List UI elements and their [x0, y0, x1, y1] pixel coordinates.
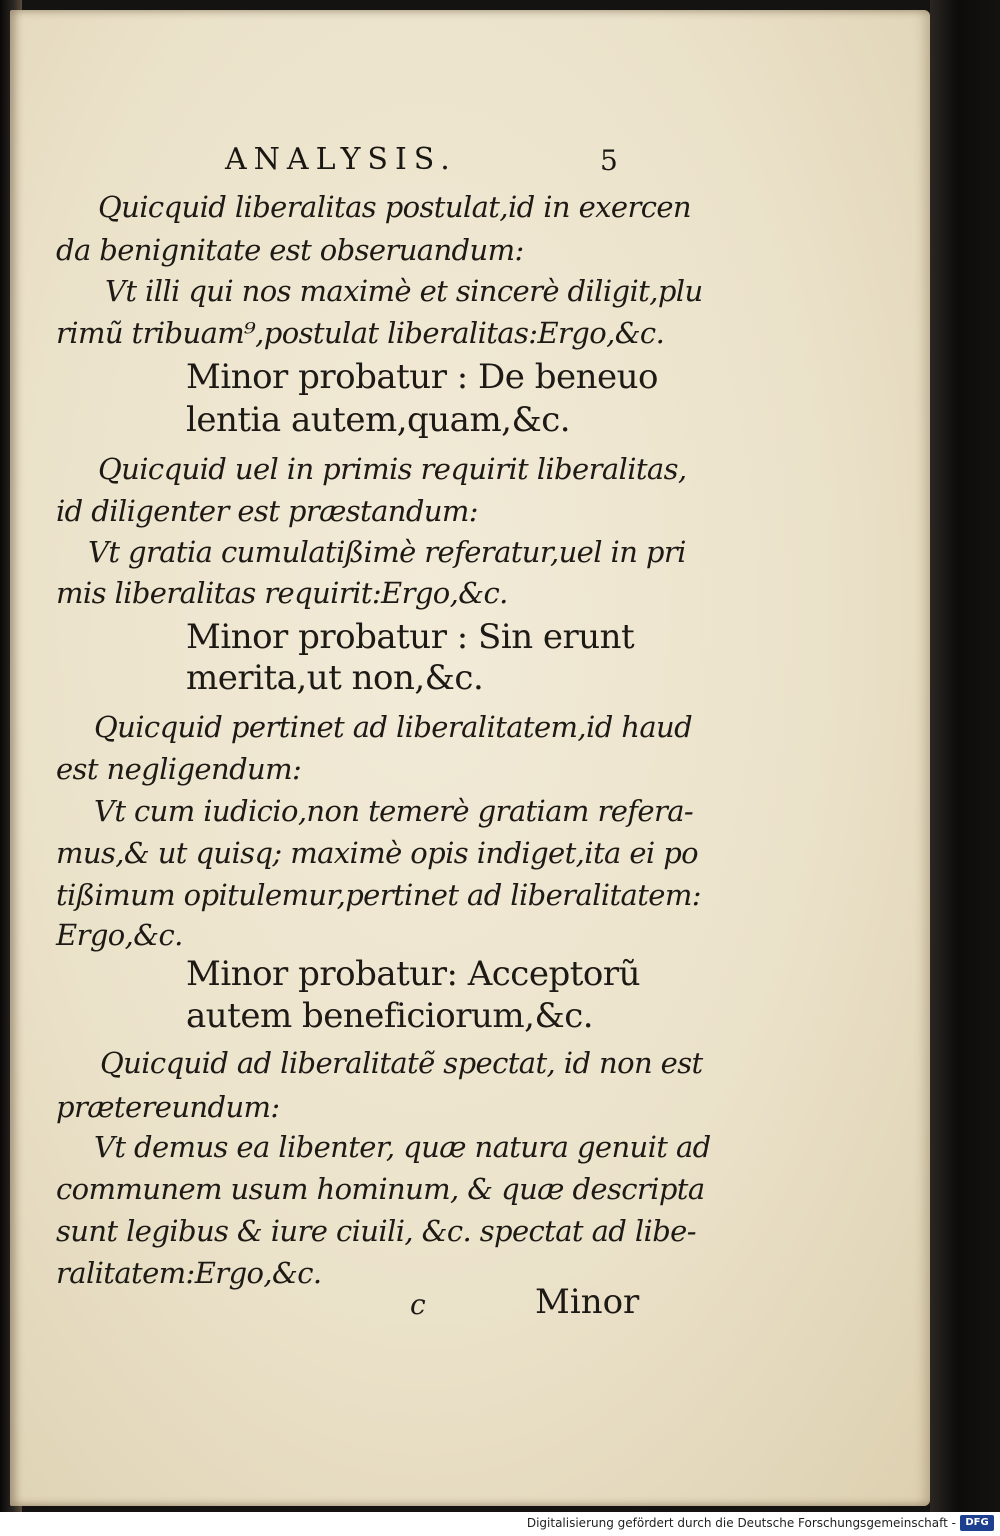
text-line: Ergo,&c. [56, 918, 183, 952]
text-line: Quicquid ad liberalitatẽ spectat, id non est [100, 1046, 703, 1080]
text-line: lentia autem,quam,&c. [186, 400, 571, 440]
page-edge-shadow [930, 0, 1000, 1512]
text-line: communem usum hominum, & quæ descripta [56, 1172, 705, 1206]
text-line: da benignitate est obseruandum: [56, 233, 524, 267]
credit-bar [0, 1512, 1000, 1536]
page-header [10, 138, 930, 188]
text-line: Minor probatur: Acceptorũ [186, 954, 641, 994]
page-number: 5 [600, 144, 618, 177]
signature-mark: c [410, 1288, 426, 1321]
text-line: Vt illi qui nos maximè et sincerè diligit,plu [105, 274, 703, 308]
text-line: Vt demus ea libenter, quæ natura genuit ad [94, 1130, 711, 1164]
dfg-logo-icon: DFG [960, 1515, 994, 1531]
credit-text: Digitalisierung gefördert durch die Deutsche Forschungsgemeinschaft - [526, 1516, 956, 1530]
text-line: Vt cum iudicio,non temerè gratiam refera- [94, 794, 694, 828]
text-line: sunt legibus & iure ciuili, &c. spectat ad libe- [56, 1214, 696, 1248]
text-line: Vt gratia cumulatißimè referatur,uel in pri [88, 535, 686, 569]
text-line: Minor probatur : De beneuo [186, 357, 658, 397]
text-line: tißimum opitulemur,pertinet ad liberalitatem: [56, 878, 701, 912]
text-line: id diligenter est præstandum: [56, 494, 478, 528]
text-line: Minor probatur : Sin erunt [186, 617, 635, 657]
text-line: prætereundum: [56, 1090, 280, 1124]
text-line: est negligendum: [56, 752, 302, 786]
text-line: Quicquid pertinet ad liberalitatem,id haud [94, 710, 693, 744]
running-title: ANALYSIS. [225, 142, 457, 177]
text-line: ralitatem:Ergo,&c. [56, 1256, 322, 1290]
book-page [10, 10, 930, 1506]
text-line: rimũ tribuam⁹,postulat liberalitas:Ergo,&c. [56, 316, 665, 350]
text-line: mis liberalitas requirit:Ergo,&c. [56, 576, 508, 610]
text-line: merita,ut non,&c. [186, 658, 484, 698]
text-line: Quicquid liberalitas postulat,id in exercen [98, 190, 692, 224]
text-line: mus,& ut quisq; maximè opis indiget,ita ei po [56, 836, 699, 870]
catchword: Minor [535, 1282, 640, 1322]
text-line: autem beneficiorum,&c. [186, 996, 594, 1036]
text-line: Quicquid uel in primis requirit liberalitas, [98, 452, 687, 486]
